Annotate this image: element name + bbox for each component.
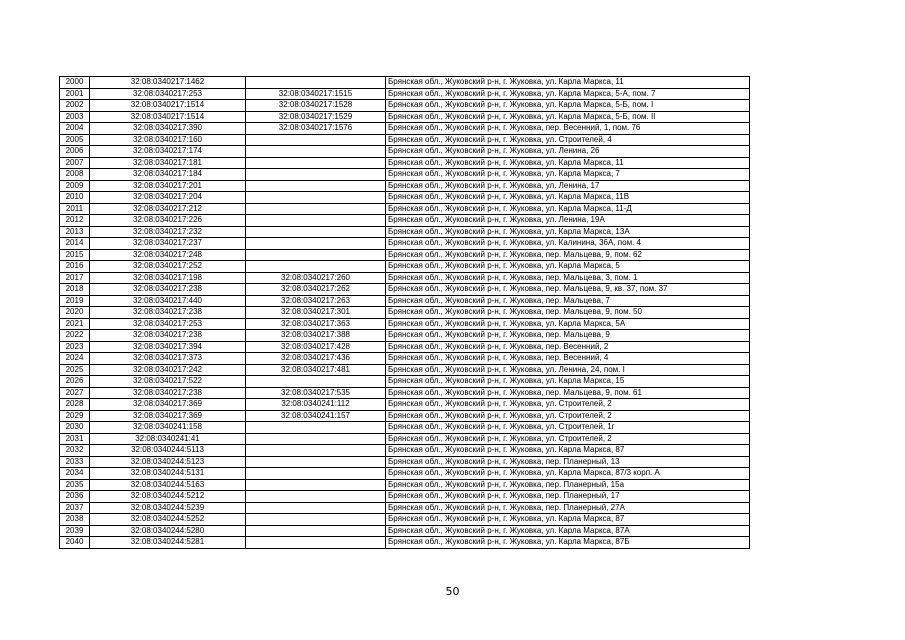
related-cadastral-number-cell (246, 525, 386, 537)
row-number-cell: 2009 (60, 180, 90, 192)
row-number-cell: 2011 (60, 203, 90, 215)
related-cadastral-number-cell: 32:08:0340217:262 (246, 284, 386, 296)
table-row (60, 146, 750, 158)
cadastral-number-cell: 32:08:0340217:184 (90, 169, 246, 181)
address-cell: Брянская обл., Жуковский р-н, г. Жуковка, ул. Ленина, 17 (386, 180, 750, 192)
address-cell: Брянская обл., Жуковский р-н, г. Жуковка, ул. Ленина, 24, пом. I (386, 364, 750, 376)
related-cadastral-number-cell: 32:08:0340241:112 (246, 399, 386, 411)
related-cadastral-number-cell: 32:08:0340217:1528 (246, 100, 386, 112)
cadastral-number-cell: 32:08:0340217:253 (90, 318, 246, 330)
address-cell: Брянская обл., Жуковский р-н, г. Жуковка, пер. Весенний, 1, пом. 76 (386, 123, 750, 135)
table-row (60, 203, 750, 215)
related-cadastral-number-cell (246, 146, 386, 158)
address-cell: Брянская обл., Жуковский р-н, г. Жуковка, ул. Карла Маркса, 5-Б, пом. II (386, 111, 750, 123)
table-row (60, 295, 750, 307)
row-number-cell: 2000 (60, 77, 90, 89)
related-cadastral-number-cell (246, 537, 386, 549)
row-number-cell: 2040 (60, 537, 90, 549)
cadastral-number-cell: 32:08:0340217:226 (90, 215, 246, 227)
cadastral-number-cell: 32:08:0340244:5123 (90, 456, 246, 468)
table-row (60, 111, 750, 123)
address-cell: Брянская обл., Жуковский р-н, г. Жуковка, ул. Карла Маркса, 13А (386, 226, 750, 238)
table-row (60, 226, 750, 238)
cadastral-number-cell: 32:08:0340217:181 (90, 157, 246, 169)
table-row (60, 180, 750, 192)
table-row (60, 353, 750, 365)
related-cadastral-number-cell (246, 134, 386, 146)
cadastral-number-cell: 32:08:0340244:5281 (90, 537, 246, 549)
address-cell: Брянская обл., Жуковский р-н, г. Жуковка, ул. Карла Маркса, 5 (386, 261, 750, 273)
related-cadastral-number-cell: 32:08:0340217:535 (246, 387, 386, 399)
row-number-cell: 2033 (60, 456, 90, 468)
cadastral-number-cell: 32:08:0340217:204 (90, 192, 246, 204)
table-row (60, 100, 750, 112)
row-number-cell: 2037 (60, 502, 90, 514)
related-cadastral-number-cell (246, 192, 386, 204)
address-cell: Брянская обл., Жуковский р-н, г. Жуковка, ул. Карла Маркса, 5-Б, пом. I (386, 100, 750, 112)
related-cadastral-number-cell (246, 376, 386, 388)
row-number-cell: 2004 (60, 123, 90, 135)
address-cell: Брянская обл., Жуковский р-н, г. Жуковка, ул. Калинина, 36А, пом. 4 (386, 238, 750, 250)
cadastral-number-cell: 32:08:0340241:41 (90, 433, 246, 445)
related-cadastral-number-cell (246, 514, 386, 526)
related-cadastral-number-cell (246, 238, 386, 250)
cadastral-number-cell: 32:08:0340217:1514 (90, 100, 246, 112)
row-number-cell: 2034 (60, 468, 90, 480)
related-cadastral-number-cell (246, 157, 386, 169)
row-number-cell: 2018 (60, 284, 90, 296)
related-cadastral-number-cell (246, 77, 386, 89)
row-number-cell: 2026 (60, 376, 90, 388)
cadastral-number-cell: 32:08:0340217:1514 (90, 111, 246, 123)
address-cell: Брянская обл., Жуковский р-н, г. Жуковка, ул. Строителей, 2 (386, 399, 750, 411)
cadastral-number-cell: 32:08:0340217:201 (90, 180, 246, 192)
address-cell: Брянская обл., Жуковский р-н, г. Жуковка, пер. Мальцева, 9 (386, 330, 750, 342)
row-number-cell: 2024 (60, 353, 90, 365)
related-cadastral-number-cell: 32:08:0340217:263 (246, 295, 386, 307)
cadastral-number-cell: 32:08:0340244:5212 (90, 491, 246, 503)
cadastral-number-cell: 32:08:0340217:160 (90, 134, 246, 146)
address-cell: Брянская обл., Жуковский р-н, г. Жуковка, ул. Ленина, 26 (386, 146, 750, 158)
table-row (60, 330, 750, 342)
row-number-cell: 2023 (60, 341, 90, 353)
cadastral-number-cell: 32:08:0340217:174 (90, 146, 246, 158)
cadastral-number-cell: 32:08:0340217:198 (90, 272, 246, 284)
row-number-cell: 2013 (60, 226, 90, 238)
row-number-cell: 2014 (60, 238, 90, 250)
related-cadastral-number-cell (246, 433, 386, 445)
address-cell: Брянская обл., Жуковский р-н, г. Жуковка, ул. Карла Маркса, 87/3 корп. А (386, 468, 750, 480)
page-number: 50 (445, 585, 460, 598)
row-number-cell: 2010 (60, 192, 90, 204)
row-number-cell: 2021 (60, 318, 90, 330)
address-cell: Брянская обл., Жуковский р-н, г. Жуковка, пер. Мальцева, 9, пом. 50 (386, 307, 750, 319)
table-row (60, 364, 750, 376)
row-number-cell: 2007 (60, 157, 90, 169)
address-cell: Брянская обл., Жуковский р-н, г. Жуковка, пер. Мальцева, 9, кв. 37, пом. 37 (386, 284, 750, 296)
table-row (60, 215, 750, 227)
address-cell: Брянская обл., Жуковский р-н, г. Жуковка, ул. Карла Маркса, 87А (386, 525, 750, 537)
table-row (60, 192, 750, 204)
related-cadastral-number-cell (246, 226, 386, 238)
address-cell: Брянская обл., Жуковский р-н, г. Жуковка, ул. Карла Маркса, 5А (386, 318, 750, 330)
row-number-cell: 2006 (60, 146, 90, 158)
address-cell: Брянская обл., Жуковский р-н, г. Жуковка, пер. Весенний, 4 (386, 353, 750, 365)
cadastral-number-cell: 32:08:0340244:5252 (90, 514, 246, 526)
address-cell: Брянская обл., Жуковский р-н, г. Жуковка, пер. Планерный, 13 (386, 456, 750, 468)
table-row (60, 514, 750, 526)
table-row (60, 422, 750, 434)
row-number-cell: 2035 (60, 479, 90, 491)
cadastral-number-cell: 32:08:0340217:1462 (90, 77, 246, 89)
row-number-cell: 2012 (60, 215, 90, 227)
cadastral-number-cell: 32:08:0340217:522 (90, 376, 246, 388)
table-row (60, 491, 750, 503)
table-row (60, 238, 750, 250)
related-cadastral-number-cell: 32:08:0340217:1576 (246, 123, 386, 135)
row-number-cell: 2039 (60, 525, 90, 537)
related-cadastral-number-cell: 32:08:0340217:428 (246, 341, 386, 353)
related-cadastral-number-cell (246, 445, 386, 457)
row-number-cell: 2029 (60, 410, 90, 422)
related-cadastral-number-cell: 32:08:0340241:157 (246, 410, 386, 422)
cadastral-number-cell: 32:08:0340241:158 (90, 422, 246, 434)
row-number-cell: 2030 (60, 422, 90, 434)
row-number-cell: 2032 (60, 445, 90, 457)
row-number-cell: 2008 (60, 169, 90, 181)
row-number-cell: 2022 (60, 330, 90, 342)
row-number-cell: 2002 (60, 100, 90, 112)
table-row (60, 468, 750, 480)
cadastral-number-cell: 32:08:0340217:394 (90, 341, 246, 353)
cadastral-number-cell: 32:08:0340244:5163 (90, 479, 246, 491)
row-number-cell: 2031 (60, 433, 90, 445)
cadastral-number-cell: 32:08:0340217:253 (90, 88, 246, 100)
address-cell: Брянская обл., Жуковский р-н, г. Жуковка, ул. Карла Маркса, 87 (386, 514, 750, 526)
cadastral-number-cell: 32:08:0340217:440 (90, 295, 246, 307)
related-cadastral-number-cell (246, 468, 386, 480)
related-cadastral-number-cell: 32:08:0340217:260 (246, 272, 386, 284)
related-cadastral-number-cell (246, 502, 386, 514)
related-cadastral-number-cell (246, 479, 386, 491)
address-cell: Брянская обл., Жуковский р-н, г. Жуковка, ул. Карла Маркса, 7 (386, 169, 750, 181)
table-row (60, 272, 750, 284)
table-row (60, 307, 750, 319)
cadastral-number-cell: 32:08:0340244:5113 (90, 445, 246, 457)
table-row (60, 399, 750, 411)
related-cadastral-number-cell: 32:08:0340217:1515 (246, 88, 386, 100)
related-cadastral-number-cell: 32:08:0340217:436 (246, 353, 386, 365)
row-number-cell: 2027 (60, 387, 90, 399)
table-row (60, 433, 750, 445)
related-cadastral-number-cell (246, 180, 386, 192)
address-cell: Брянская обл., Жуковский р-н, г. Жуковка, пер. Весенний, 2 (386, 341, 750, 353)
related-cadastral-number-cell (246, 169, 386, 181)
table-row (60, 502, 750, 514)
row-number-cell: 2001 (60, 88, 90, 100)
cadastral-number-cell: 32:08:0340217:242 (90, 364, 246, 376)
address-cell: Брянская обл., Жуковский р-н, г. Жуковка, ул. Карла Маркса, 5-А, пом. 7 (386, 88, 750, 100)
cadastral-number-cell: 32:08:0340217:212 (90, 203, 246, 215)
address-cell: Брянская обл., Жуковский р-н, г. Жуковка, ул. Карла Маркса, 11 (386, 77, 750, 89)
row-number-cell: 2019 (60, 295, 90, 307)
table-row (60, 249, 750, 261)
row-number-cell: 2016 (60, 261, 90, 273)
address-cell: Брянская обл., Жуковский р-н, г. Жуковка, ул. Карла Маркса, 11-Д (386, 203, 750, 215)
table-row (60, 456, 750, 468)
related-cadastral-number-cell: 32:08:0340217:363 (246, 318, 386, 330)
related-cadastral-number-cell (246, 249, 386, 261)
table-row (60, 169, 750, 181)
row-number-cell: 2025 (60, 364, 90, 376)
address-cell: Брянская обл., Жуковский р-н, г. Жуковка, пер. Мальцева, 9, пом. 61 (386, 387, 750, 399)
table-row (60, 479, 750, 491)
cadastral-number-cell: 32:08:0340217:248 (90, 249, 246, 261)
row-number-cell: 2036 (60, 491, 90, 503)
cadastral-number-cell: 32:08:0340244:5131 (90, 468, 246, 480)
related-cadastral-number-cell: 32:08:0340217:301 (246, 307, 386, 319)
row-number-cell: 2017 (60, 272, 90, 284)
related-cadastral-number-cell (246, 215, 386, 227)
table-row (60, 157, 750, 169)
address-cell: Брянская обл., Жуковский р-н, г. Жуковка, ул. Строителей, 4 (386, 134, 750, 146)
registry-table (59, 76, 750, 549)
table-row (60, 134, 750, 146)
cadastral-number-cell: 32:08:0340217:369 (90, 410, 246, 422)
table-row (60, 445, 750, 457)
row-number-cell: 2005 (60, 134, 90, 146)
address-cell: Брянская обл., Жуковский р-н, г. Жуковка, ул. Карла Маркса, 11 (386, 157, 750, 169)
table-row (60, 525, 750, 537)
address-cell: Брянская обл., Жуковский р-н, г. Жуковка, ул. Ленина, 19А (386, 215, 750, 227)
cadastral-number-cell: 32:08:0340217:238 (90, 307, 246, 319)
cadastral-number-cell: 32:08:0340217:390 (90, 123, 246, 135)
table-row (60, 387, 750, 399)
cadastral-number-cell: 32:08:0340217:252 (90, 261, 246, 273)
related-cadastral-number-cell (246, 456, 386, 468)
cadastral-number-cell: 32:08:0340244:5239 (90, 502, 246, 514)
related-cadastral-number-cell: 32:08:0340217:1529 (246, 111, 386, 123)
related-cadastral-number-cell (246, 261, 386, 273)
table-row (60, 318, 750, 330)
cadastral-number-cell: 32:08:0340217:237 (90, 238, 246, 250)
address-cell: Брянская обл., Жуковский р-н, г. Жуковка, ул. Строителей, 2 (386, 410, 750, 422)
registry-table-body (60, 77, 750, 549)
address-cell: Брянская обл., Жуковский р-н, г. Жуковка, ул. Строителей, 1г (386, 422, 750, 434)
address-cell: Брянская обл., Жуковский р-н, г. Жуковка, ул. Карла Маркса, 87 (386, 445, 750, 457)
table-row (60, 77, 750, 89)
table-row (60, 410, 750, 422)
row-number-cell: 2038 (60, 514, 90, 526)
cadastral-number-cell: 32:08:0340244:5280 (90, 525, 246, 537)
related-cadastral-number-cell (246, 491, 386, 503)
table-row (60, 88, 750, 100)
table-row (60, 261, 750, 273)
related-cadastral-number-cell (246, 203, 386, 215)
address-cell: Брянская обл., Жуковский р-н, г. Жуковка, ул. Карла Маркса, 11В (386, 192, 750, 204)
cadastral-number-cell: 32:08:0340217:369 (90, 399, 246, 411)
address-cell: Брянская обл., Жуковский р-н, г. Жуковка, ул. Строителей, 2 (386, 433, 750, 445)
related-cadastral-number-cell (246, 422, 386, 434)
table-row (60, 341, 750, 353)
address-cell: Брянская обл., Жуковский р-н, г. Жуковка, пер. Мальцева, 3, пом. 1 (386, 272, 750, 284)
row-number-cell: 2028 (60, 399, 90, 411)
table-row (60, 284, 750, 296)
row-number-cell: 2020 (60, 307, 90, 319)
address-cell: Брянская обл., Жуковский р-н, г. Жуковка, пер. Планерный, 17 (386, 491, 750, 503)
cadastral-number-cell: 32:08:0340217:238 (90, 387, 246, 399)
cadastral-number-cell: 32:08:0340217:232 (90, 226, 246, 238)
cadastral-number-cell: 32:08:0340217:373 (90, 353, 246, 365)
address-cell: Брянская обл., Жуковский р-н, г. Жуковка, ул. Карла Маркса, 87Б (386, 537, 750, 549)
related-cadastral-number-cell: 32:08:0340217:481 (246, 364, 386, 376)
address-cell: Брянская обл., Жуковский р-н, г. Жуковка, пер. Мальцева, 9, пом. 62 (386, 249, 750, 261)
table-row (60, 123, 750, 135)
address-cell: Брянская обл., Жуковский р-н, г. Жуковка, пер. Планерный, 27А (386, 502, 750, 514)
address-cell: Брянская обл., Жуковский р-н, г. Жуковка, пер. Мальцева, 7 (386, 295, 750, 307)
row-number-cell: 2015 (60, 249, 90, 261)
row-number-cell: 2003 (60, 111, 90, 123)
address-cell: Брянская обл., Жуковский р-н, г. Жуковка, пер. Планерный, 15а (386, 479, 750, 491)
address-cell: Брянская обл., Жуковский р-н, г. Жуковка, ул. Карла Маркса, 15 (386, 376, 750, 388)
related-cadastral-number-cell: 32:08:0340217:388 (246, 330, 386, 342)
table-row (60, 376, 750, 388)
cadastral-number-cell: 32:08:0340217:238 (90, 330, 246, 342)
cadastral-number-cell: 32:08:0340217:238 (90, 284, 246, 296)
table-row (60, 537, 750, 549)
